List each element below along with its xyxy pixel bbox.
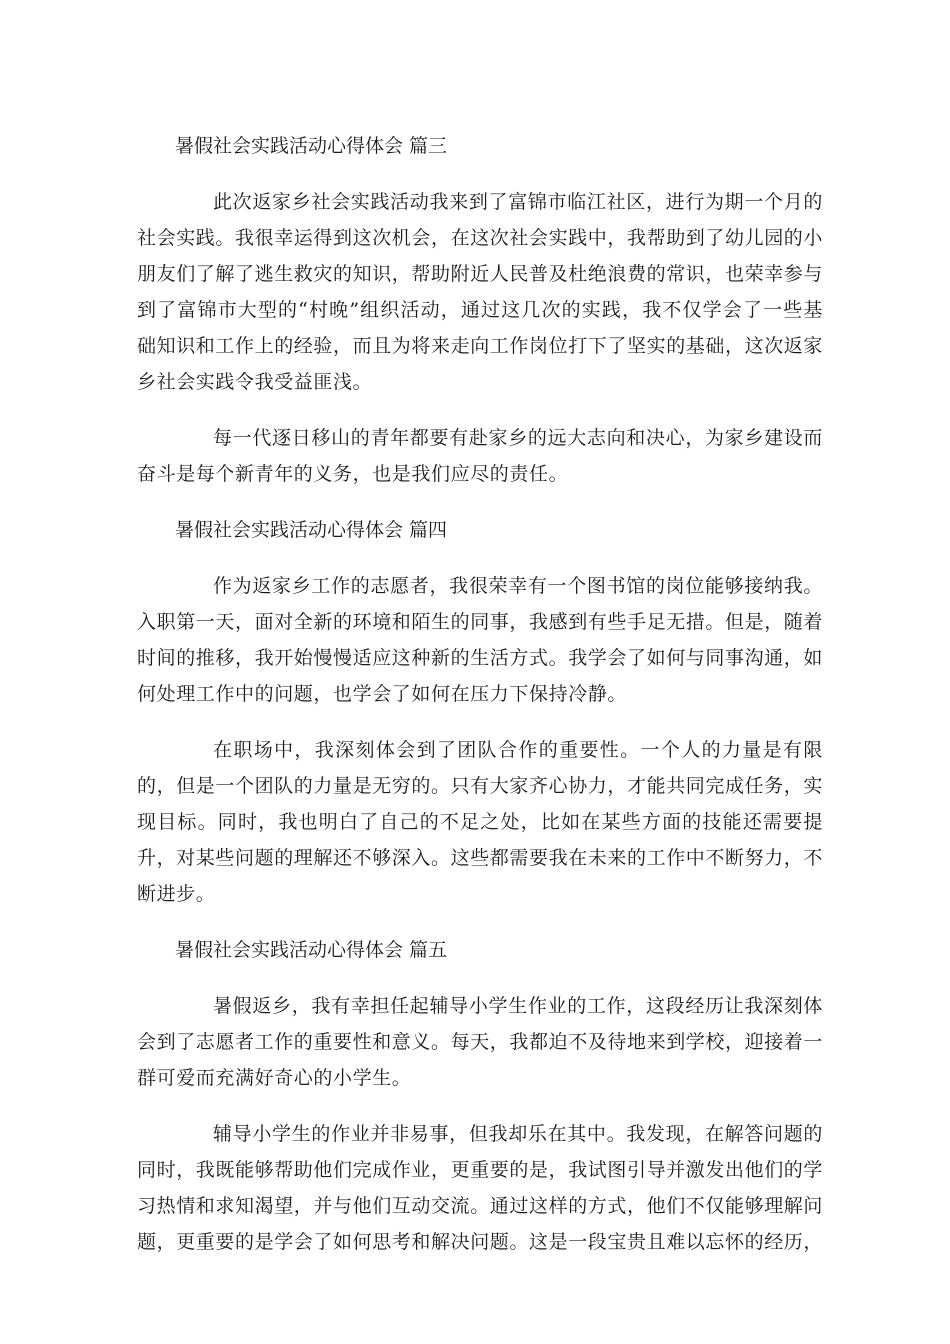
section-heading-3: 暑假社会实践活动心得体会 篇三 <box>175 135 448 157</box>
paragraph: 每一代逐日移山的青年都要有赴家乡的远大志向和决心，为家乡建设而奋斗是每个新青年的义务，也是我们应尽的责任。 <box>137 427 823 485</box>
paragraph: 暑假返乡，我有幸担任起辅导小学生作业的工作，这段经历让我深刻体会到了志愿者工作的重要性和意义。每天，我都迫不及待地来到学校，迎接着一群可爱而充满好奇心的小学生。 <box>137 995 824 1089</box>
paragraph: 在职场中，我深刻体会到了团队合作的重要性。一个人的力量是有限的，但是一个团队的力量是无穷的。只有大家齐心协力，才能共同完成任务，实现目标。同时，我也明白了自己的不足之处，比如在某些方面的技能还需要提升，对某些问题的理解还不够深入。这些都需要我在未来的工作中不断努力，不断进步。 <box>137 739 824 905</box>
section-heading-4: 暑假社会实践活动心得体会 篇四 <box>175 519 448 541</box>
paragraph: 辅导小学生的作业并非易事，但我却乐在其中。我发现，在解答问题的同时，我既能够帮助他们完成作业，更重要的是，我试图引导并激发出他们的学习热情和求知渴望，并与他们互动交流。通过这样的方式，他们不仅能够理解问题，更重要的是学会了如何思考和解决问题。这是一段宝贵且难以忘怀的经历， <box>137 1123 824 1253</box>
section-heading-5: 暑假社会实践活动心得体会 篇五 <box>175 939 448 961</box>
document-page <box>137 128 823 1280</box>
paragraph: 作为返家乡工作的志愿者，我很荣幸有一个图书馆的岗位能够接纳我。入职第一天，面对全新的环境和陌生的同事，我感到有些手足无措。但是，随着时间的推移，我开始慢慢适应这种新的生活方式。我学会了如何与同事沟通，如何处理工作中的问题，也学会了如何在压力下保持冷静。 <box>137 575 824 705</box>
paragraph: 此次返家乡社会实践活动我来到了富锦市临江社区，进行为期一个月的社会实践。我很幸运得到这次机会，在这次社会实践中，我帮助到了幼儿园的小朋友们了解了逃生救灾的知识，帮助附近人民普及杜绝浪费的常识，也荣幸参与到了富锦市大型的“村晚”组织活动，通过这几次的实践，我不仅学会了一些基础知识和工作上的经验，而且为将来走向工作岗位打下了坚实的基础，这次返家乡社会实践令我受益匪浅。 <box>137 191 824 393</box>
